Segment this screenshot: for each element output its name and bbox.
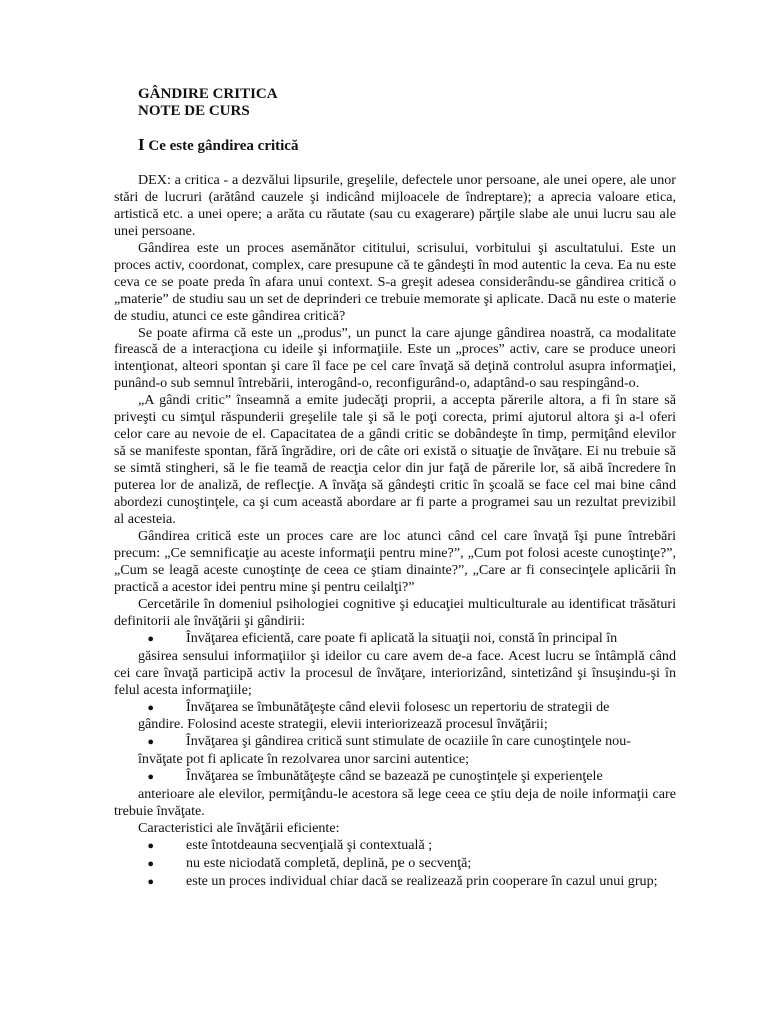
list-item-continuation: învăţate pot fi aplicate în rezolvarea unor sarcini autentice; <box>138 751 470 768</box>
bullet-icon: ● <box>147 840 154 853</box>
list-item <box>114 837 676 855</box>
paragraph-questions: Gândirea critică este un proces care are loc atunci când cel care învaţă îşi pune întrebări precum: „Ce semnificaţie au aceste informaţii pentru mine?”, „Cum pot folosi aceste cunoştinţe?”, „Cum se leagă aceste cunoştinţe de ceea ce ştiam dinainte?”, „Care ar fi consecinţele aplicării în practică a acestor idei pentru mine şi pentru ceilalţi?” <box>114 527 676 595</box>
list-item <box>114 699 676 717</box>
document-body <box>114 86 676 891</box>
bullet-icon: ● <box>147 632 154 645</box>
list-item <box>114 630 676 648</box>
bullet-icon: ● <box>147 701 154 714</box>
section-title: Ce este gândirea critică <box>144 138 299 154</box>
learning-traits-list <box>114 630 676 820</box>
list-item-text: este un proces individual chiar dacă se realizează prin cooperare în cazul unui grup; <box>186 873 658 890</box>
list-item-text: nu este niciodată completă, deplină, pe o secvenţă; <box>186 855 472 872</box>
list-item-text: Învăţarea şi gândirea critică sunt stimulate de ocaziile în care cunoştinţele nou- <box>186 733 631 750</box>
characteristics-heading: Caracteristici ale învăţării eficiente: <box>138 820 340 837</box>
list-item-continuation: anterioare ale elevilor, permiţându-le acestora să lege ceea ce ştiu deja de noile informaţii care trebuie învăţate. <box>114 786 676 820</box>
bullet-icon: ● <box>147 736 154 749</box>
list-item-text: este întotdeauna secvenţială şi contextuală ; <box>186 837 433 854</box>
paragraph-dex: DEX: a critica - a dezvălui lipsurile, greşelile, defectele unor persoane, ale unei opere, ale unor stări de lucruri (arătând cauzele şi indicând mijloacele de îndreptare); a aprecia valoare etica, artistică etc. a unei opere; a arăta cu răutate (sau cu exagerare) părţile slabe ale unui lucru sau ale unei persoane. <box>114 171 676 239</box>
list-item <box>114 855 676 873</box>
list-item <box>114 733 676 751</box>
list-item-text: Învăţarea eficientă, care poate fi aplicată la situaţii noi, constă în principal în <box>186 629 618 646</box>
characteristics-list <box>114 837 676 891</box>
section-number: I <box>138 135 145 154</box>
bullet-icon: ● <box>147 876 154 889</box>
list-item-text: Învăţarea se îmbunătăţeşte când se bazează pe cunoştinţele şi experienţele <box>186 768 603 785</box>
paragraph-critical-thinking: „A gândi critic” înseamnă a emite judecăţi proprii, a accepta părerile altora, a fi în stare să priveşti cu simţul răspunderii greşelile tale şi să le poţi corecta, primi ajutorul altora şi a-l oferi celor care au nevoie de el. Capacitatea de a gândi critic se dobândeşte în timp, permiţând elevilor să se manifeste spontan, fără îngrădire, ori de câte ori există o situaţie de învăţare. Ei nu trebuie să se simtă stingheri, să le fie teamă de reacţia celor din jur faţă de părerile lor, să aibă încredere în puterea lor de analiză, de reflecţie. A învăţa să gândeşti critic în şcoală se face cel mai bine când abordezi cunoştinţele, ca şi cum această abordare ar fi parte a programei sau un rezultat previzibil al acesteia. <box>114 392 676 528</box>
list-item <box>114 873 676 891</box>
paragraph-thinking-process: Gândirea este un proces asemănător cititului, scrisului, vorbitului şi ascultatului. Este un proces activ, coordonat, complex, care presupune că te gândeşti în mod autentic la ceva. Ea nu este ceva ce se poate preda în afara unui context. S-a greşit adesea considerându-se gândirea critică o „materie” de studiu sau un set de deprinderi ce trebuie memorate şi aplicate. Dacă nu este o materie de studiu, atunci ce este gândirea critică? <box>114 239 676 324</box>
section-heading <box>138 137 676 155</box>
list-item-continuation: găsirea sensului informaţiilor şi ideilor cu care avem de-a face. Acest lucru se întâmplă când cei care învaţă participă activ la procesul de învăţare, interiorizând, sintetizând şi însuşindu-şi în felul acesta informaţiile; <box>114 647 676 698</box>
bullet-icon: ● <box>147 858 154 871</box>
list-item <box>114 768 676 786</box>
paragraph-research: Cercetările în domeniul psihologiei cognitive şi educaţiei multiculturale au identificat trăsături definitorii ale învăţării şi gândirii: <box>114 595 676 629</box>
bullet-icon: ● <box>147 771 154 784</box>
document-title: GÂNDIRE CRITICA <box>138 86 278 102</box>
list-item-text: Învăţarea se îmbunătăţeşte când elevii folosesc un repertoriu de strategii de <box>186 698 610 715</box>
document-subtitle: NOTE DE CURS <box>138 103 250 119</box>
paragraph-product: Se poate afirma că este un „produs”, un punct la care ajunge gândirea noastră, ca modalitate firească de a interacţiona cu ideile şi informaţiile. Este un „proces” activ, care se produce uneori intenţionat, alteori spontan şi care îl face pe cel care învaţă să deţină controlul asupra informaţiei, punând-o sub semnul întrebării, interogând-o, reconfigurând-o, adaptând-o sau respingând-o. <box>114 324 676 392</box>
list-item-continuation: gândire. Folosind aceste strategii, elevii interiorizează procesul învăţării; <box>138 716 548 733</box>
